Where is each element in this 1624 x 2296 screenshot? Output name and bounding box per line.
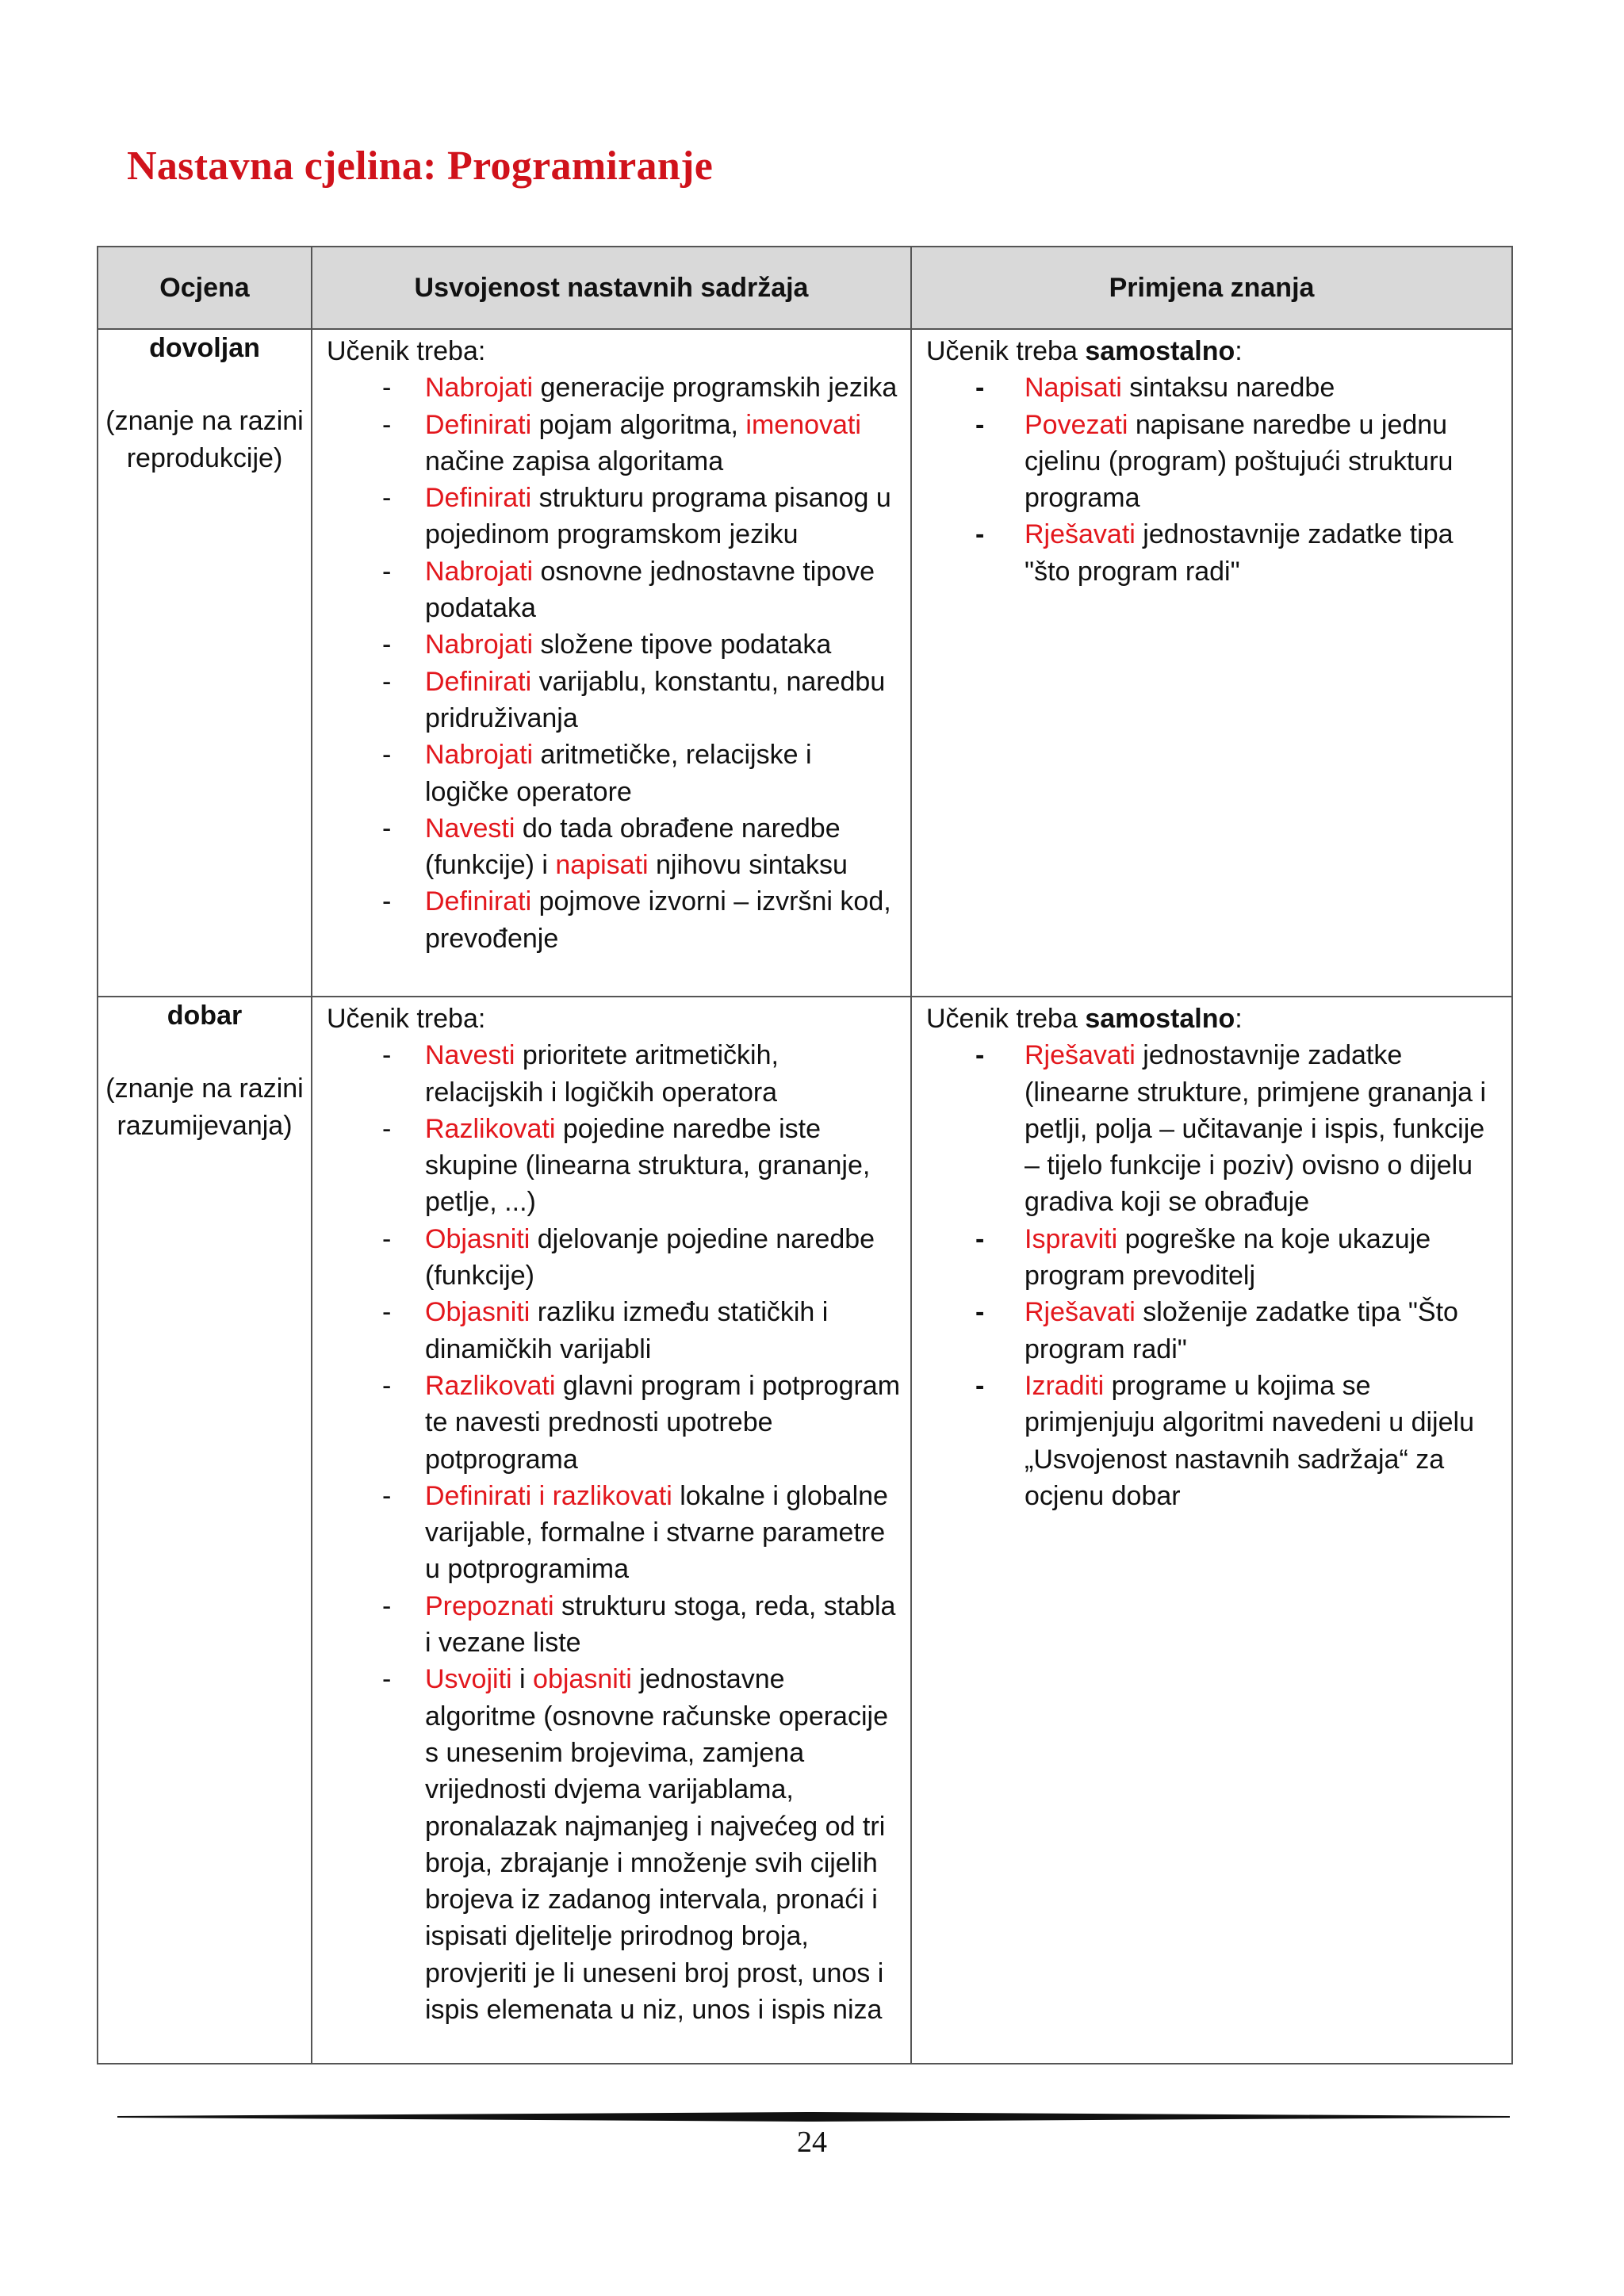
application-list — [926, 1037, 1502, 1514]
grade-note: (znanje na razini razumijevanja) — [105, 1073, 304, 1141]
verb-text: Nabrojati — [425, 629, 534, 660]
grade-note: (znanje na razini reprodukcije) — [105, 406, 304, 473]
header-content: Usvojenost nastavnih sadržaja — [312, 247, 911, 329]
list-item — [327, 1221, 901, 1295]
list-item — [327, 553, 901, 627]
verb-text: Objasniti — [425, 1297, 530, 1328]
verb-text: Napisati — [1025, 373, 1122, 404]
list-item — [327, 1661, 901, 2028]
item-text: osnovne jednostavne tipove podataka — [425, 556, 875, 624]
content-lead: Učenik treba: — [327, 1004, 486, 1034]
list-item — [926, 1037, 1502, 1220]
table-row-dovoljan — [98, 329, 1512, 997]
item-text: jednostavnije zadatke (linearne strukture, primjene grananja i petlji, polja – učitavanje i ispis, funkcije – tijelo funkcije i poziv) ovisno o dijelu gradiva koji se obrađuje — [1025, 1040, 1487, 1218]
dash-bullet: - — [382, 1664, 392, 1695]
dash-bullet: - — [975, 409, 985, 440]
item-text: i — [511, 1664, 534, 1695]
item-text: varijablu, konstantu, naredbu pridruživanja — [425, 666, 886, 733]
verb-text: Usvojiti — [425, 1664, 512, 1695]
grading-table — [97, 246, 1513, 2064]
list-item — [327, 883, 901, 957]
item-text: napisane naredbe u jednu cjelinu (program) poštujući strukturu programa — [1025, 409, 1454, 514]
dash-bullet: - — [975, 1040, 985, 1071]
list-item — [327, 1478, 901, 1588]
item-text: složene tipove podataka — [533, 629, 832, 660]
list-item — [926, 1368, 1502, 1514]
list-item — [327, 407, 901, 480]
list-item — [327, 1588, 901, 1662]
item-text: lokalne i globalne varijable, formalne i stvarne parametre u potprogramima — [425, 1480, 888, 1585]
list-item — [926, 407, 1502, 517]
item-text: programe u kojima se primjenjuju algoritmi navedeni u dijelu „Usvojenost nastavnih sadržaja“ za ocjenu dobar — [1025, 1370, 1474, 1511]
dash-bullet: - — [382, 1223, 392, 1254]
verb-text: objasniti — [533, 1664, 632, 1695]
item-text: do tada obrađene naredbe (funkcije) i — [425, 813, 841, 881]
list-item — [327, 1111, 901, 1221]
item-text: djelovanje pojedine naredbe (funkcije) — [425, 1223, 875, 1292]
verb-text: Prepoznati — [425, 1590, 554, 1621]
verb-text: Definirati i razlikovati — [425, 1480, 672, 1511]
verb-text: Razlikovati — [425, 1113, 556, 1144]
verb-text: Nabrojati — [425, 556, 534, 587]
dash-bullet: - — [382, 1590, 392, 1621]
dash-bullet: - — [382, 740, 392, 771]
list-item — [926, 369, 1502, 406]
item-text: pogreške na koje ukazuje program prevoditelj — [1025, 1223, 1431, 1292]
content-cell — [312, 997, 911, 2064]
content-list — [327, 1037, 901, 2028]
verb-text: Navesti — [425, 813, 515, 844]
item-text: jednostavnije zadatke tipa "što program radi" — [1025, 519, 1454, 587]
list-item — [327, 737, 901, 810]
list-item — [327, 369, 901, 406]
dash-bullet: - — [975, 1370, 985, 1401]
dash-bullet: - — [382, 1040, 392, 1071]
footer-divider — [117, 2112, 1510, 2122]
verb-text: Rješavati — [1025, 1297, 1136, 1328]
content-list — [327, 369, 901, 957]
item-text: načine zapisa algoritama — [425, 446, 724, 476]
verb-text: imenovati — [745, 409, 861, 440]
item-text: razliku između statičkih i dinamičkih varijabli — [425, 1297, 829, 1364]
dash-bullet: - — [975, 519, 985, 550]
dash-bullet: - — [382, 556, 392, 587]
content-lead: Učenik treba: — [327, 336, 486, 366]
item-text: složenije zadatke tipa "Što program radi" — [1025, 1297, 1458, 1364]
page-title: Nastavna cjelina: Programiranje — [127, 144, 714, 189]
list-item — [327, 480, 901, 553]
grade-name: dobar — [167, 1001, 243, 1031]
item-text: njihovu sintaksu — [648, 850, 848, 881]
verb-text: napisati — [555, 850, 649, 881]
verb-text: Nabrojati — [425, 373, 534, 404]
verb-text: Nabrojati — [425, 740, 534, 771]
dash-bullet: - — [382, 1113, 392, 1144]
verb-text: Rješavati — [1025, 519, 1136, 550]
item-text: generacije programskih jezika — [533, 373, 898, 404]
verb-text: Definirati — [425, 483, 532, 514]
item-text: strukturu programa pisanog u pojedinom programskom jeziku — [425, 483, 891, 550]
verb-text: Definirati — [425, 886, 532, 917]
dash-bullet: - — [382, 629, 392, 660]
dash-bullet: - — [382, 409, 392, 440]
verb-text: Objasniti — [425, 1223, 530, 1254]
application-cell — [911, 997, 1512, 2064]
dash-bullet: - — [382, 1370, 392, 1401]
dash-bullet: - — [382, 666, 392, 697]
verb-text: Definirati — [425, 666, 532, 697]
verb-text: Izraditi — [1025, 1370, 1105, 1401]
list-item — [926, 1221, 1502, 1295]
grade-cell — [98, 997, 312, 2064]
item-text: glavni program i potprogram te navesti prednosti upotrebe potprograma — [425, 1370, 901, 1475]
verb-text: Povezati — [1025, 409, 1128, 440]
verb-text: Ispraviti — [1025, 1223, 1118, 1254]
verb-text: Razlikovati — [425, 1370, 556, 1401]
grade-name: dovoljan — [149, 333, 260, 363]
dash-bullet: - — [382, 1480, 392, 1511]
list-item — [926, 516, 1502, 590]
content-cell — [312, 329, 911, 997]
item-text: pojmove izvorni – izvršni kod, prevođenje — [425, 886, 891, 954]
header-grade: Ocjena — [98, 247, 312, 329]
dash-bullet: - — [382, 813, 392, 844]
list-item — [327, 1368, 901, 1478]
item-text: aritmetičke, relacijske i logičke operatore — [425, 740, 812, 807]
list-item — [327, 810, 901, 884]
item-text: pojam algoritma, — [531, 409, 746, 440]
verb-text: Navesti — [425, 1040, 515, 1071]
application-lead: Učenik treba samostalno: — [926, 1004, 1243, 1034]
grade-cell — [98, 329, 312, 997]
application-cell — [911, 329, 1512, 997]
dash-bullet: - — [382, 483, 392, 514]
dash-bullet: - — [975, 1297, 985, 1328]
header-application: Primjena znanja — [911, 247, 1512, 329]
verb-text: Rješavati — [1025, 1040, 1136, 1071]
table-header-row — [98, 247, 1512, 329]
list-item — [926, 1294, 1502, 1368]
item-text: pojedine naredbe iste skupine (linearna struktura, grananje, petlje, ...) — [425, 1113, 871, 1218]
application-lead: Učenik treba samostalno: — [926, 336, 1243, 366]
verb-text: Definirati — [425, 409, 532, 440]
item-text: strukturu stoga, reda, stabla i vezane liste — [425, 1590, 896, 1659]
item-text: sintaksu naredbe — [1121, 373, 1335, 404]
dash-bullet: - — [975, 1223, 985, 1254]
list-item — [327, 626, 901, 663]
application-list — [926, 369, 1502, 590]
page-number: 24 — [797, 2126, 827, 2159]
item-text: prioritete aritmetičkih, relacijskih i logičkih operatora — [425, 1040, 779, 1108]
list-item — [327, 1294, 901, 1368]
item-text: jednostavne algoritme (osnovne računske operacije s unesenim brojevima, zamjena vrijednosti dvjema varijablama, pronalazak najmanjeg i najvećeg od tri broja, zbrajanje i množenje svih cijelih brojeva iz zadanog intervala, pronaći i ispisati djelitelje prirodnog broja, provjeriti je li uneseni broj prost, unos i ispis elemenata u niz, unos i ispis niza — [425, 1664, 888, 2026]
dash-bullet: - — [382, 886, 392, 917]
table-row-dobar — [98, 997, 1512, 2064]
dash-bullet: - — [382, 373, 392, 404]
dash-bullet: - — [382, 1297, 392, 1328]
list-item — [327, 664, 901, 737]
dash-bullet: - — [975, 373, 985, 404]
list-item — [327, 1037, 901, 1111]
